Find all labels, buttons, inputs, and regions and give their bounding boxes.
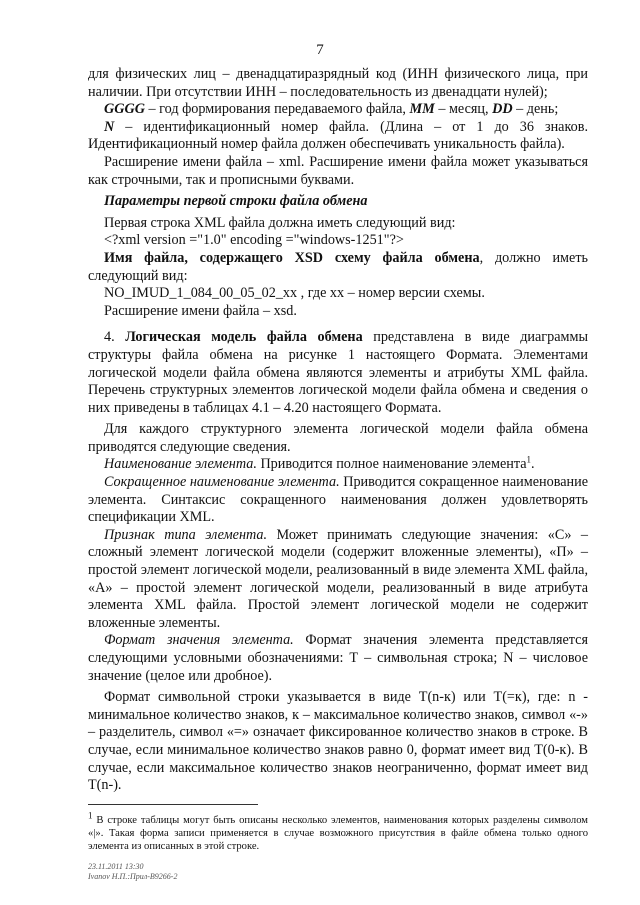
- italic-fragment: Признак типа элемента.: [104, 526, 268, 543]
- paragraph-short-name: [88, 474, 588, 527]
- stamp-date: 23.11.2011 13:30: [88, 862, 144, 871]
- code-dd: DD: [492, 101, 513, 118]
- code-mm: ММ: [409, 101, 435, 118]
- italic-fragment: Формат значения элемента.: [104, 632, 294, 649]
- code-n: N: [104, 118, 115, 135]
- italic-fragment: Наименование элемента.: [104, 456, 257, 473]
- text-fragment: представлена в виде диаграммы структуры файла обмена на рисунке 1 настоящего Формата. Элементами логической модели файла обмена являются элементы и атрибуты XML файла. Перечень структурных элементов логической модели файла обмена и сведения о них приведены в таблицах 4.1 – 4.20 настоящего Формата.: [88, 329, 589, 416]
- stamp-id: Ivanov Н.П.:Прил-В9266-2: [88, 872, 178, 881]
- bold-fragment: Логическая модель файла обмена: [125, 329, 363, 346]
- xml-declaration: <?xml version ="1.0" encoding ="windows-1251"?>: [104, 232, 404, 249]
- document-body: [88, 66, 588, 795]
- text-fragment: Приводится полное наименование элемента: [256, 456, 527, 473]
- paragraph-file-id: [88, 119, 588, 154]
- document-stamp: [88, 862, 177, 882]
- italic-fragment: Сокращенное наименование элемента.: [104, 474, 340, 491]
- paragraph-inn: для физических лиц – двенадцатиразрядный код (ИНН физического лица, при наличии. При отсутствии ИНН – последовательность из двенадцати нулей);: [88, 66, 588, 100]
- page-number: 7: [316, 42, 324, 58]
- footnote-divider: [88, 804, 258, 805]
- text-fragment: – год формирования передаваемого файла,: [144, 101, 410, 118]
- footnote-mark: 1: [88, 810, 93, 821]
- text-fragment: – день;: [512, 101, 559, 118]
- text-fragment: – идентификационный номер файла. (Длина – от 1 до 36 знаков. Идентификационный номер файла должен обеспечивать уникальность файла).: [88, 118, 588, 153]
- text-fragment: .: [531, 456, 535, 473]
- bold-fragment: Имя файла, содержащего XSD схему файла обмена: [104, 249, 480, 266]
- text-fragment: Может принимать следующие значения: «С» – сложный элемент логической модели (содержит вложенные элементы), «П» – простой элемент логической модели, реализованный в виде элемента XML файла, «А» – простой элемент логической модели, реализованный в виде атрибута элемента XML файла. Простой элемент логической модели не содержит вложенные элементы.: [88, 526, 588, 631]
- paragraph-extension: Расширение имени файла – xml. Расширение имени файла может указываться как строчными, так и прописными буквами.: [88, 153, 588, 188]
- text-fragment: , должно иметь следующий вид:: [88, 249, 588, 284]
- section-number: 4.: [104, 329, 126, 346]
- text-fragment: Приводится сокращенное наименование элемента. Синтаксис сокращенного наименования должен удовлетворять спецификации XML.: [88, 474, 589, 526]
- schema-name: NO_IMUD_1_084_00_05_02_xx , где хх – номер версии схемы.: [104, 285, 485, 302]
- paragraph-date-codes: [88, 101, 588, 119]
- code-gggg: GGGG: [104, 101, 145, 118]
- footnote: [88, 810, 588, 853]
- footnote-reference: 1: [526, 454, 532, 465]
- paragraph-string-format: Формат символьной строки указывается в виде Т(n-к) или Т(=к), где: n - минимальное количество знаков, к – максимальное количество знаков, символ «-» – разделитель, символ «=» означает фиксированное количество знаков в строке. В случае, если минимальное количество знаков равно 0, формат имеет вид Т(0-к). В случае, если максимальное количество знаков неограниченно, формат имеет вид Т(n-).: [88, 689, 588, 794]
- paragraph-xsd-name: [88, 250, 588, 285]
- footnote-text: В строке таблицы могут быть описаны несколько элементов, наименования которых разделены символом «|». Такая форма записи применяется в случае возможного присутствия в файле обмена только одного элемента из описанных в этой строке.: [88, 815, 588, 852]
- schema-extension: Расширение имени файла – xsd.: [104, 302, 297, 319]
- text-fragment: – месяц,: [434, 101, 493, 118]
- heading-first-line: Параметры первой строки файла обмена: [104, 193, 368, 210]
- paragraph-value-format: [88, 632, 588, 685]
- paragraph-type-sign: [88, 527, 588, 633]
- paragraph-first-line: Первая строка XML файла должна иметь следующий вид:: [104, 214, 456, 231]
- paragraph-element-name: [88, 456, 588, 474]
- paragraph-element-info: Для каждого структурного элемента логической модели файла обмена приводятся следующие сведения.: [88, 421, 588, 455]
- text-fragment: Формат значения элемента представляется следующими условными обозначениями: Т – символьная строка; N – числовое значение (целое или дробное).: [88, 632, 589, 684]
- paragraph-logical-model: [88, 329, 588, 417]
